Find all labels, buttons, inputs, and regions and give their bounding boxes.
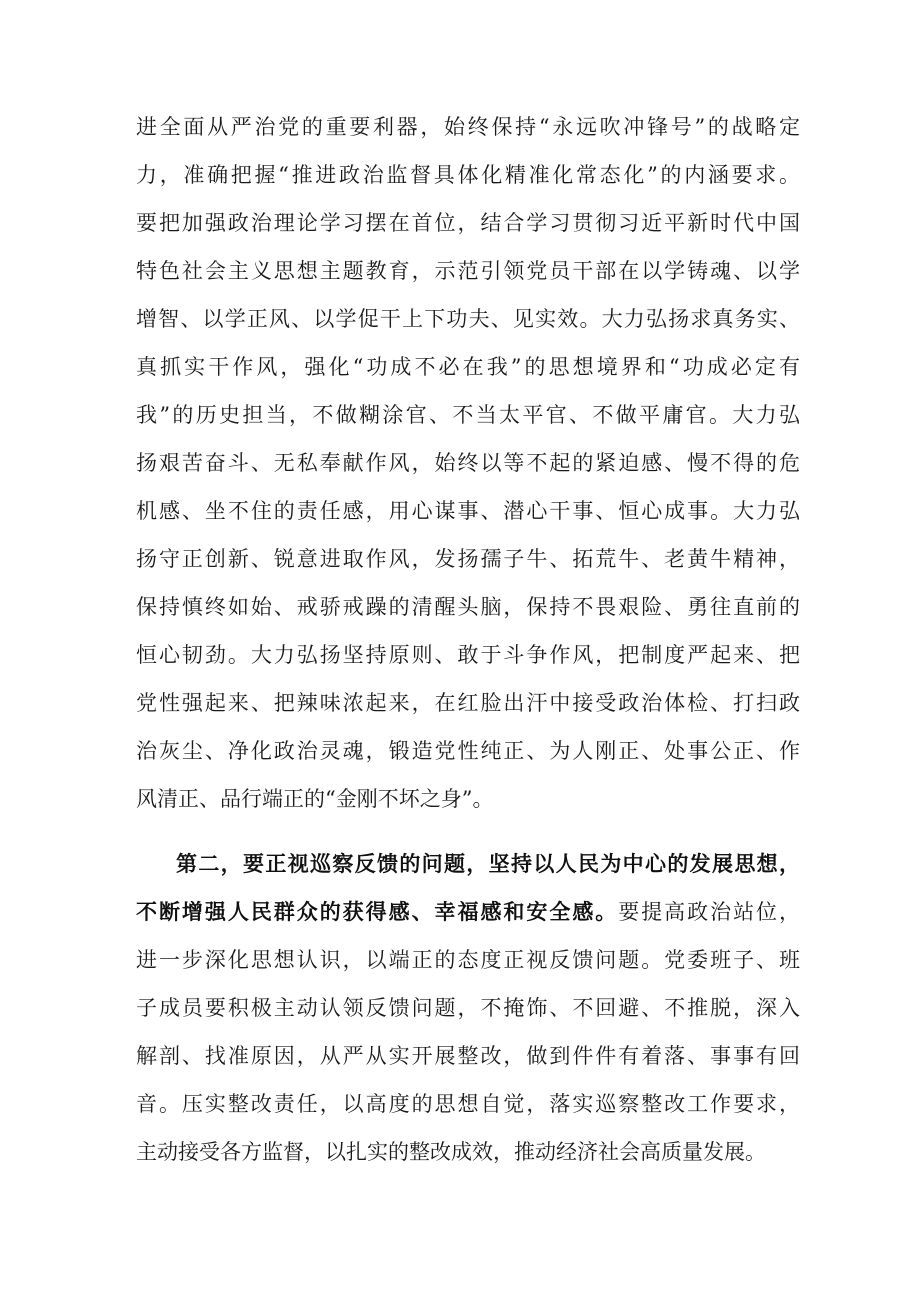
text-line: 扬守正创新、锐意进取作风，发扬孺子牛、拓荒牛、老黄牛精神， [136,547,800,571]
text-line: 子成员要积极主动认领反馈问题，不掩饰、不回避、不推脱，深入 [136,996,800,1020]
text-line: 力，准确把握“推进政治监督具体化精准化常态化”的内涵要求。 [136,163,800,187]
text-line: 真抓实干作风，强化“功成不必在我”的思想境界和“功成必定有 [136,355,800,379]
text-line: 进全面从严治党的重要利器，始终保持“永远吹冲锋号”的战略定 [136,115,800,139]
text-line: 解剖、找准原因，从严从实开展整改，做到件件有着落、事事有回 [136,1044,800,1068]
text-line: 机感、坐不住的责任感，用心谋事、潜心干事、恒心成事。大力弘 [136,499,800,523]
text-line: 风清正、品行端正的“金刚不坏之身”。 [136,787,494,811]
section-heading-bold-tail: 不断增强人民群众的获得感、幸福感和安全感。 [136,899,619,924]
text-line: 音。压实整改责任，以高度的思想自觉，落实巡察整改工作要求， [136,1092,800,1116]
text-line: 我”的历史担当，不做糊涂官、不当太平官、不做平庸官。大力弘 [136,403,800,427]
text-line: 党性强起来、把辣味浓起来，在红脸出汗中接受政治体检、打扫政 [136,691,800,715]
section-heading: 第二，要正视巡察反馈的问题，坚持以人民为中心的发展思想， [176,851,800,876]
text-line: 特色社会主义思想主题教育，示范引领党员干部在以学铸魂、以学 [136,259,800,283]
text-line: 保持慎终如始、戒骄戒躁的清醒头脑，保持不畏艰险、勇往直前的 [136,595,800,619]
text-line: 恒心韧劲。大力弘扬坚持原则、敢于斗争作风，把制度严起来、把 [136,643,800,667]
text-line: 增智、以学正风、以学促干上下功夫、见实效。大力弘扬求真务实、 [136,307,800,331]
text-line: 扬艰苦奋斗、无私奉献作风，始终以等不起的紧迫感、慢不得的危 [136,451,800,475]
section-heading-continuation [136,888,800,936]
text-line: 进一步深化思想认识，以端正的态度正视反馈问题。党委班子、班 [136,948,800,972]
text-line: 治灰尘、净化政治灵魂，锻造党性纯正、为人刚正、处事公正、作 [136,739,800,763]
text-line: 要把加强政治理论学习摆在首位，结合学习贯彻习近平新时代中国 [136,211,800,235]
text-line: 主动接受各方监督，以扎实的整改成效，推动经济社会高质量发展。 [136,1140,766,1164]
section-body-start: 要提高政治站位， [618,900,800,924]
